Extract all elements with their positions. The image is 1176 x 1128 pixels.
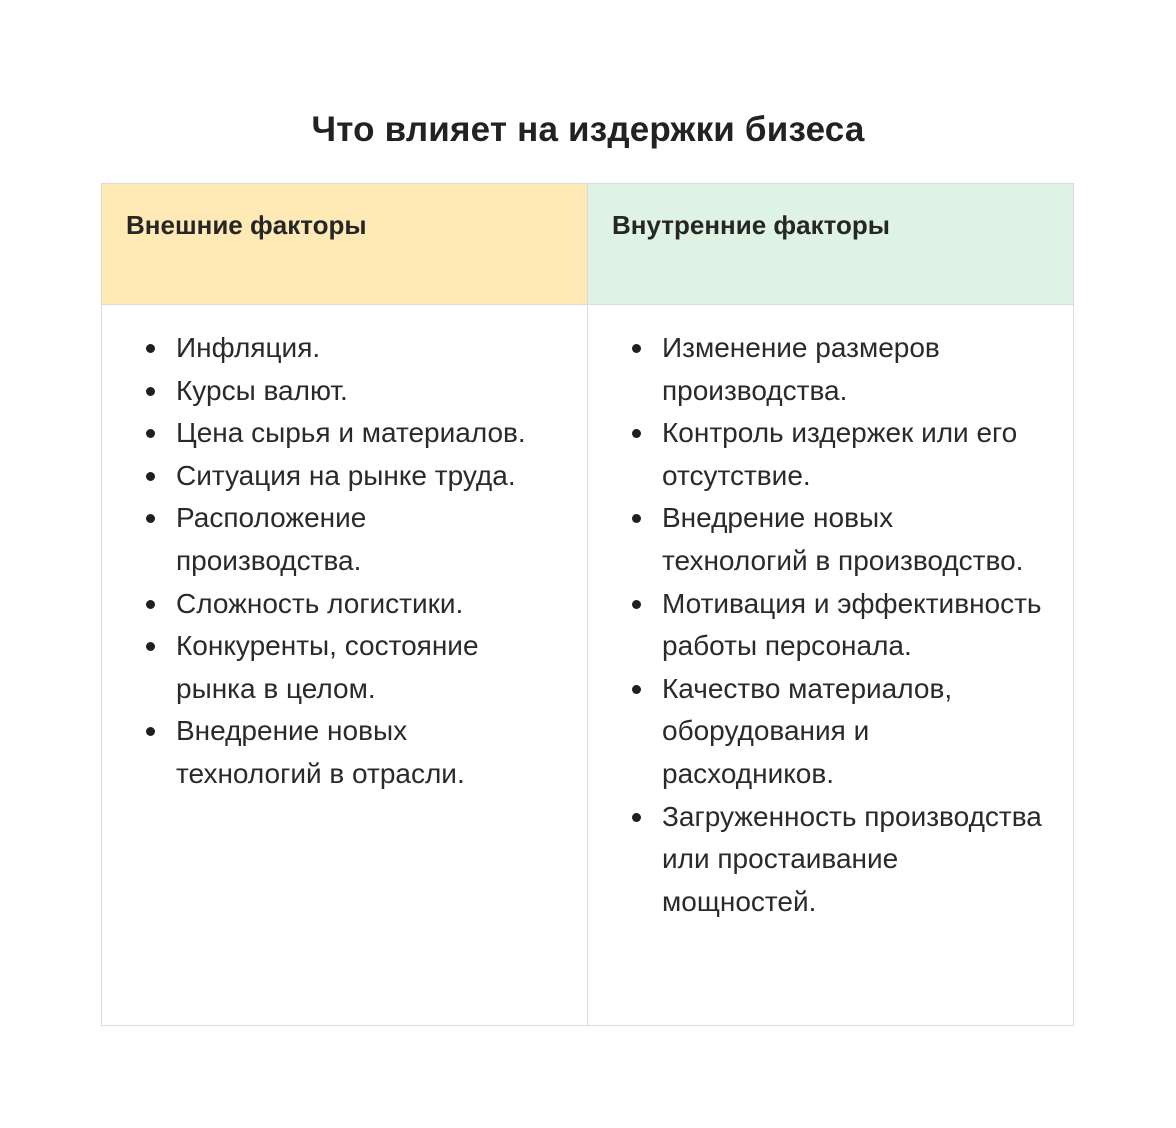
list-item: Ситуация на рынке труда. [144, 455, 557, 498]
list-item: Качество материалов, оборудования и расходников. [630, 668, 1043, 796]
list-item: Внедрение новых технологий в производство. [630, 497, 1043, 582]
external-factors-header: Внешние факторы [102, 184, 588, 305]
list-item: Курсы валют. [144, 370, 557, 413]
list-item: Расположение производства. [144, 497, 557, 582]
list-item: Мотивация и эффективность работы персонала. [630, 583, 1043, 668]
list-item: Инфляция. [144, 327, 557, 370]
list-item: Контроль издержек или его отсутствие. [630, 412, 1043, 497]
external-factors-list [144, 327, 557, 796]
list-item: Изменение размеров производства. [630, 327, 1043, 412]
internal-factors-cell [588, 305, 1073, 1025]
list-item: Сложность логистики. [144, 583, 557, 626]
list-item: Загруженность производства или простаивание мощностей. [630, 796, 1043, 924]
list-item: Конкуренты, состояние рынка в целом. [144, 625, 557, 710]
internal-factors-header: Внутренние факторы [588, 184, 1073, 305]
list-item: Цена сырья и материалов. [144, 412, 557, 455]
list-item: Внедрение новых технологий в отрасли. [144, 710, 557, 795]
external-factors-cell [102, 305, 588, 1025]
internal-factors-list [630, 327, 1043, 923]
page-title: Что влияет на издержки бизеса [311, 110, 865, 149]
factors-table [101, 183, 1074, 1026]
